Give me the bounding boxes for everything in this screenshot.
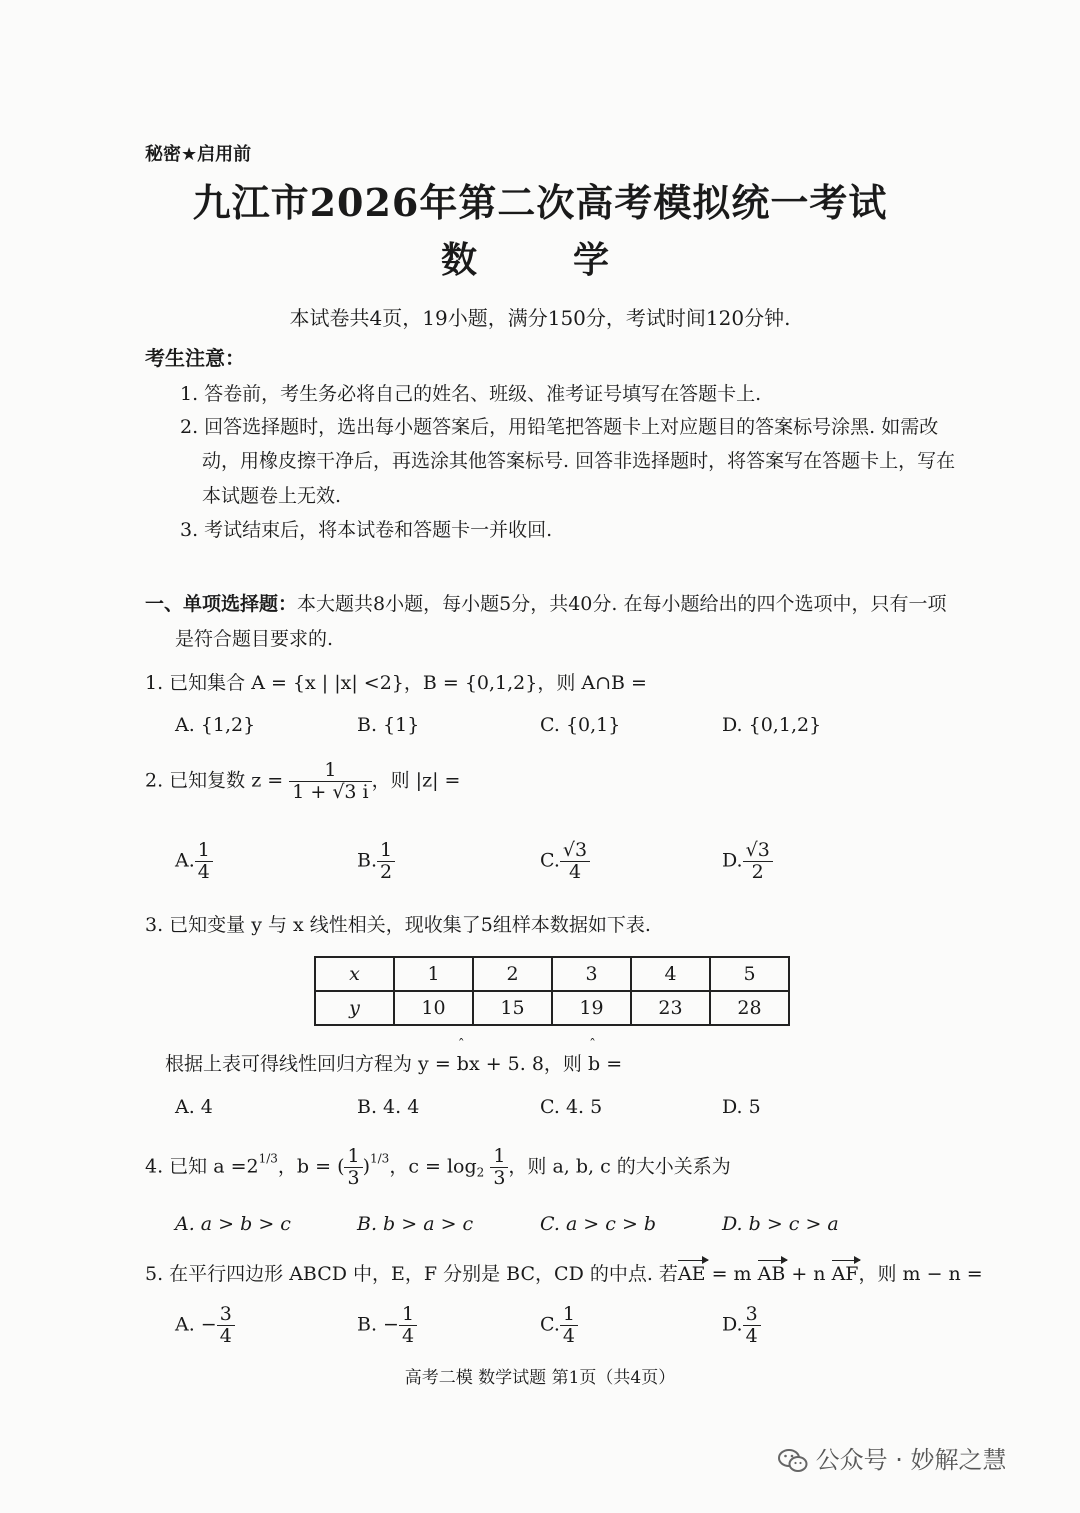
q5-b-num: 1 [399,1304,417,1326]
q4-part-5: ，则 a, b, c 的大小关系为 [508,1155,731,1178]
q4-option-a: A. a > b > c [175,1213,291,1235]
q5-d-label: D. [722,1313,743,1336]
q4-option-c: C. a > c > b [540,1213,657,1235]
q5-b-label: B. − [357,1313,399,1336]
q4-part-4: ，c = log [389,1155,477,1178]
q4-log-base: 2 [476,1165,485,1180]
q2-a-num: 1 [195,840,213,862]
q3-table-header-y: y [315,991,394,1025]
notice-item-2-line-1: 2. 回答选择题时，选出每小题答案后，用铅笔把答题卡上对应题目的答案标号涂黑. 如需改 [180,416,939,438]
notice-item-2-line-2: 动，用橡皮擦干净后，再选涂其他答案标号. 回答非选择题时，将答案写在答题卡上，写在 [202,450,956,472]
q4-frac1-den: 3 [347,1166,360,1189]
q4-part-1: 4. 已知 a =2 [145,1155,259,1178]
watermark-text: 公众号 · 妙解之慧 [815,1446,1007,1474]
q3-table-cell: 10 [394,991,473,1025]
notice-item-1: 1. 答卷前，考生务必将自己的姓名、班级、准考证号填写在答题卡上. [180,383,762,405]
q3-follow-up [165,1049,622,1076]
q2-option-b [357,840,395,883]
q5-option-a [175,1304,235,1347]
q1-stem: 1. 已知集合 A = {x | |x| <2}，B = {0,1,2}，则 A∩B = [145,672,647,694]
q3-option-d: D. 5 [722,1096,761,1118]
q5-a-num: 3 [217,1304,235,1326]
q4-frac2-den: 3 [493,1166,506,1189]
q5-option-d [722,1304,761,1347]
q5-part-3: + n [785,1263,832,1285]
q5-vector-ab: AB [757,1263,786,1285]
section-1-desc: 本大题共8小题，每小题5分，共40分. 在每小题给出的四个选项中，只有一项 [297,593,947,615]
wechat-watermark [778,1440,1007,1475]
q3-table-row-y [315,991,789,1025]
q5-vector-ae: AE [677,1263,706,1285]
q3-table-cell: 23 [631,991,710,1025]
q3-b-hat: ˆ b [457,1053,469,1075]
q2-option-d [722,840,773,883]
q4-part-2: ，b = ( [277,1155,345,1178]
q3-table-cell: 5 [710,957,789,991]
q3-table-row-x [315,957,789,991]
q2-denominator: 1 + √3 i [292,780,369,803]
section-1-desc-line-2: 是符合题目要求的. [175,628,334,650]
q5-a-label: A. − [175,1313,217,1336]
q4-stem [145,1146,731,1189]
q1-option-d: D. {0,1,2} [722,714,822,736]
q2-fraction [289,760,371,803]
q3-follow-mid: x + 5. 8，则 [468,1053,582,1075]
q2-c-label: C. [540,849,560,872]
q3-table-cell: 28 [710,991,789,1025]
q5-c-num: 1 [560,1304,578,1326]
q5-vector-af: AF [831,1263,859,1285]
q2-suffix: ，则 |z| = [371,769,461,792]
section-1-heading: 一、单项选择题： [145,593,298,615]
q3-follow-prefix: 根据上表可得线性回归方程为 y = [165,1053,451,1075]
q4-frac2-num: 1 [490,1146,508,1168]
q3-table-cell: 4 [631,957,710,991]
q4-option-d: D. b > c > a [722,1213,839,1235]
q4-frac1-num: 1 [344,1146,362,1168]
q2-b-label: B. [357,849,378,872]
q3-table-cell: 1 [394,957,473,991]
q5-part-1: 5. 在平行四边形 ABCD 中，E，F 分别是 BC，CD 的中点. 若 [145,1263,678,1285]
q5-c-den: 4 [562,1324,575,1347]
q5-d-den: 4 [745,1324,758,1347]
q2-c-den: 4 [568,860,582,883]
q3-option-b: B. 4. 4 [357,1096,420,1118]
q2-prefix: 2. 已知复数 z = [145,769,284,792]
q1-option-c: C. {0,1} [540,714,621,736]
q2-a-label: A. [175,849,195,872]
q5-part-4: ，则 m − n = [858,1263,983,1285]
q2-d-label: D. [722,849,743,872]
q5-part-2: = m [705,1263,758,1285]
q3-table-cell: 19 [552,991,631,1025]
notice-heading: 考生注意： [145,346,245,370]
q1-option-a: A. {1,2} [175,714,256,736]
q2-d-den: 2 [751,860,764,883]
q2-option-c [540,840,590,883]
q2-c-num: √3 [560,840,590,862]
exam-title: 九江市2026年第二次高考模拟统一考试 [192,180,888,225]
q5-a-den: 4 [219,1324,232,1347]
q4-part-3: ) [362,1155,370,1178]
q3-table-cell: 3 [552,957,631,991]
q4-exponent-2: 1/3 [370,1151,390,1166]
notice-item-3: 3. 考试结束后，将本试卷和答题卡一并收回. [180,519,553,541]
q3-option-a: A. 4 [175,1096,213,1118]
q5-c-label: C. [540,1313,560,1336]
page-footer: 高考二模 数学试题 第1页（共4页） [404,1368,676,1388]
q2-b-num: 1 [377,840,395,862]
q5-d-num: 3 [743,1304,761,1326]
q5-option-b [357,1304,417,1347]
q5-b-den: 4 [401,1324,415,1347]
q2-b-den: 2 [380,860,393,883]
q3-stem: 3. 已知变量 y 与 x 线性相关，现收集了5组样本数据如下表. [145,914,651,936]
confidential-label: 秘密★启用前 [145,144,252,165]
q3-data-table [314,956,790,1026]
q3-table-cell: 2 [473,957,552,991]
q3-b-hat-2: ˆ b [588,1053,600,1075]
q3-table-cell: 15 [473,991,552,1025]
q2-option-a [175,840,213,883]
q4-option-b: B. b > a > c [357,1213,474,1235]
wechat-icon [778,1448,808,1474]
q3-follow-end: = [600,1053,623,1075]
notice-item-2-line-3: 本试题卷上无效. [202,485,342,507]
q3-option-c: C. 4. 5 [540,1096,603,1118]
q2-a-den: 4 [197,860,210,883]
q3-table-header-x: x [315,957,394,991]
exam-info: 本试卷共4页，19小题，满分150分，考试时间120分钟. [289,306,791,330]
subject-title: 数 学 [440,239,639,281]
q2-numerator: 1 [289,760,371,782]
q4-exponent-1: 1/3 [258,1151,278,1166]
q2-stem [145,760,460,803]
q5-option-c [540,1304,578,1347]
section-1-intro [145,589,946,616]
q1-option-b: B. {1} [357,714,420,736]
q2-d-num: √3 [743,840,773,862]
q5-stem [145,1259,983,1286]
